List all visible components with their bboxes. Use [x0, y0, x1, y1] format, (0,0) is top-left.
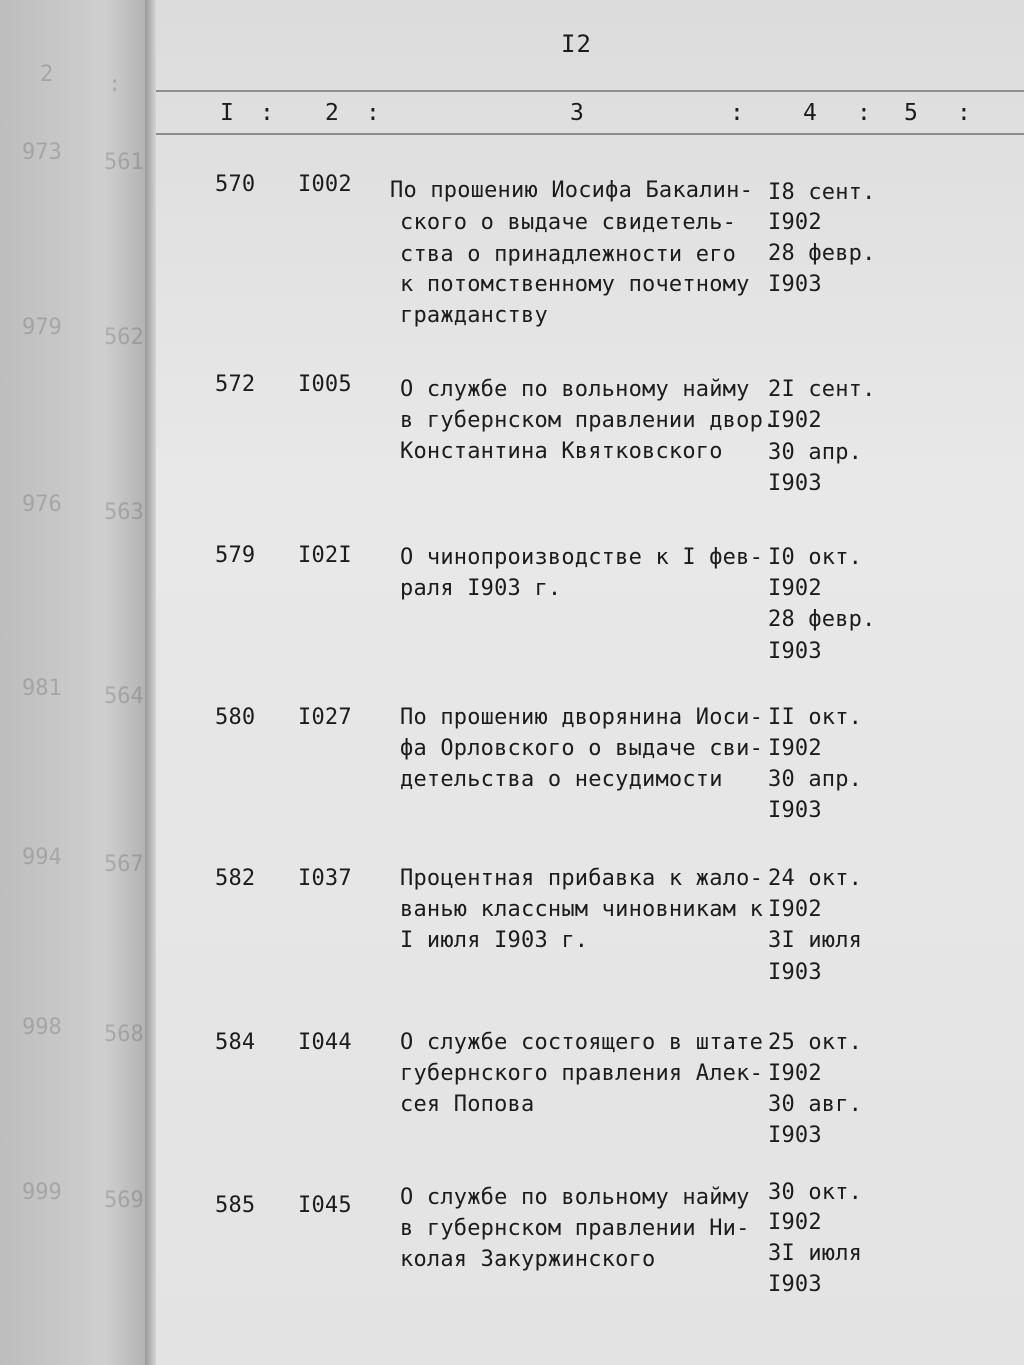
description-line: Константина Квятковского — [400, 439, 723, 464]
column-separator: : — [730, 100, 744, 126]
left-page-number: 994 — [22, 845, 62, 870]
date-line: I902 — [768, 1210, 822, 1235]
header-top-rule — [156, 90, 1024, 92]
date-line: I902 — [768, 408, 822, 433]
description-line: ского о выдаче свидетель- — [400, 210, 737, 235]
row-number: 580 — [215, 705, 256, 730]
date-line: 30 апр. — [768, 767, 863, 792]
page-number: I2 — [561, 30, 592, 58]
left-page-subnumber: 567 — [104, 852, 144, 877]
date-line: I903 — [768, 1123, 822, 1148]
row-number: 584 — [215, 1030, 256, 1055]
left-page-subnumber: 561 — [104, 150, 144, 175]
row-number: 582 — [215, 866, 256, 891]
left-page-subnumber: 562 — [104, 325, 144, 350]
row-number: 579 — [215, 543, 256, 568]
column-header-2: 2 — [325, 100, 339, 126]
left-page-number: 976 — [22, 492, 62, 517]
description-line: Процентная прибавка к жало- — [400, 866, 764, 891]
description-line: гражданству — [400, 303, 548, 328]
description-line: сея Попова — [400, 1092, 535, 1117]
left-page-number: 999 — [22, 1180, 62, 1205]
header-bottom-rule — [156, 133, 1024, 135]
column-header-4: 4 — [803, 100, 817, 126]
description-line: в губернском правлении двор. — [400, 408, 777, 433]
date-line: I903 — [768, 798, 822, 823]
row-number: 572 — [215, 372, 256, 397]
description-line: I июля I903 г. — [400, 928, 589, 953]
left-page-header-colon: : — [108, 72, 122, 97]
column-separator: : — [857, 100, 871, 126]
description-line: О службе по вольному найму — [400, 377, 750, 402]
date-line: I902 — [768, 576, 822, 601]
row-number: 585 — [215, 1193, 256, 1218]
column-separator: : — [366, 100, 380, 126]
date-line: 30 апр. — [768, 440, 863, 465]
file-number: I002 — [298, 172, 352, 197]
description-line: ванью классным чиновникам к — [400, 897, 764, 922]
left-page-fragment — [0, 0, 150, 1365]
left-page-header-col2: 2 — [40, 62, 54, 87]
date-line: I902 — [768, 1061, 822, 1086]
date-line: 30 авг. — [768, 1092, 863, 1117]
left-page-subnumber: 569 — [104, 1188, 144, 1213]
description-line: к потомственному почетному — [400, 272, 750, 297]
date-line: I903 — [768, 960, 822, 985]
column-header-1: I — [220, 100, 234, 126]
description-line: По прошению дворянина Иоси- — [400, 705, 764, 730]
file-number: I045 — [298, 1193, 352, 1218]
date-line: I902 — [768, 210, 822, 235]
column-header-3: 3 — [570, 100, 584, 126]
left-page-number: 979 — [22, 315, 62, 340]
date-line: I8 сент. — [768, 180, 876, 205]
date-line: I903 — [768, 639, 822, 664]
file-number: I005 — [298, 372, 352, 397]
file-number: I037 — [298, 866, 352, 891]
left-page-subnumber: 563 — [104, 500, 144, 525]
column-separator: : — [957, 100, 971, 126]
file-number: I02I — [298, 543, 352, 568]
column-header-5: 5 — [904, 100, 918, 126]
left-page-number: 973 — [22, 140, 62, 165]
description-line: губернского правления Алек- — [400, 1061, 764, 1086]
description-line: О службе по вольному найму — [400, 1185, 750, 1210]
date-line: 24 окт. — [768, 866, 863, 891]
file-number: I027 — [298, 705, 352, 730]
date-line: I903 — [768, 471, 822, 496]
date-line: 28 февр. — [768, 607, 876, 632]
description-line: фа Орловского о выдаче сви- — [400, 736, 764, 761]
description-line: детельства о несудимости — [400, 767, 723, 792]
description-line: О службе состоящего в штате — [400, 1030, 764, 1055]
date-line: I903 — [768, 1272, 822, 1297]
date-line: I902 — [768, 736, 822, 761]
column-separator: : — [260, 100, 274, 126]
date-line: 30 окт. — [768, 1180, 863, 1205]
date-line: II окт. — [768, 705, 863, 730]
description-line: колая Закуржинского — [400, 1247, 656, 1272]
date-line: I0 окт. — [768, 545, 863, 570]
left-page-subnumber: 568 — [104, 1022, 144, 1047]
document-page — [156, 0, 1024, 1365]
row-number: 570 — [215, 172, 256, 197]
date-line: 2I сент. — [768, 377, 876, 402]
date-line: 3I июля — [768, 928, 863, 953]
left-page-subnumber: 564 — [104, 684, 144, 709]
date-line: 28 февр. — [768, 241, 876, 266]
description-line: раля I903 г. — [400, 576, 562, 601]
left-page-number: 998 — [22, 1015, 62, 1040]
description-line: ства о принадлежности его — [400, 242, 737, 267]
description-line: По прошению Иосифа Бакалин- — [390, 178, 754, 203]
description-line: О чинопроизводстве к I фев- — [400, 545, 764, 570]
date-line: I902 — [768, 897, 822, 922]
date-line: 25 окт. — [768, 1030, 863, 1055]
description-line: в губернском правлении Ни- — [400, 1216, 750, 1241]
left-page-number: 981 — [22, 676, 62, 701]
date-line: 3I июля — [768, 1241, 863, 1266]
file-number: I044 — [298, 1030, 352, 1055]
date-line: I903 — [768, 272, 822, 297]
